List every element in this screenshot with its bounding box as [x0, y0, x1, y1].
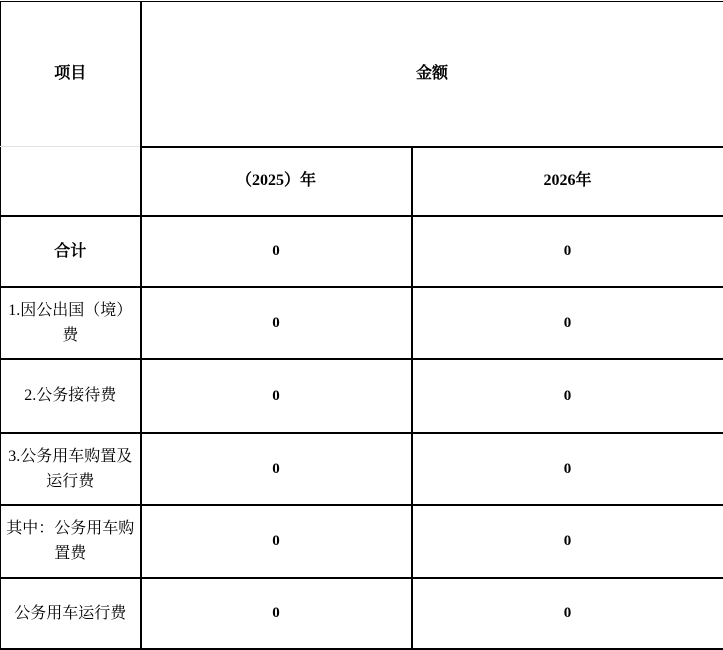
- row-label-cell: 3.公务用车购置及运行费: [1, 433, 141, 505]
- table-row-vehicle-purchase-operation: [1, 433, 723, 505]
- amount-cell-2025: 0: [141, 216, 412, 287]
- header-cell-year-2026: 2026年: [412, 147, 723, 216]
- header-cell-item: 项目: [1, 2, 141, 147]
- amount-cell-2026: 0: [412, 433, 723, 505]
- budget-table: [0, 1, 723, 650]
- amount-cell-2026: 0: [412, 578, 723, 649]
- row-label-cell: 公务用车运行费: [1, 578, 141, 649]
- amount-cell-2026: 0: [412, 359, 723, 433]
- row-label-cell: 1.因公出国（境）费: [1, 287, 141, 359]
- amount-cell-2025: 0: [141, 287, 412, 359]
- amount-cell-2026: 0: [412, 287, 723, 359]
- amount-cell-2025: 0: [141, 433, 412, 505]
- amount-cell-2026: 0: [412, 216, 723, 287]
- amount-cell-2025: 0: [141, 578, 412, 649]
- header-cell-item-spacer: [1, 147, 141, 216]
- table-header-row-1: [1, 2, 723, 147]
- table-header-row-2: [1, 147, 723, 216]
- table-row-reception-fee: [1, 359, 723, 433]
- table-row-vehicle-purchase: [1, 505, 723, 578]
- row-label-cell: 其中：公务用车购置费: [1, 505, 141, 578]
- table-row-total: [1, 216, 723, 287]
- amount-cell-2025: 0: [141, 505, 412, 578]
- header-cell-amount: 金额: [141, 2, 723, 147]
- row-label-cell: 2.公务接待费: [1, 359, 141, 433]
- table-row-abroad-fee: [1, 287, 723, 359]
- row-label-cell: 合计: [1, 216, 141, 287]
- amount-cell-2025: 0: [141, 359, 412, 433]
- table-row-vehicle-operation: [1, 578, 723, 649]
- header-cell-year-2025: （2025）年: [141, 147, 412, 216]
- amount-cell-2026: 0: [412, 505, 723, 578]
